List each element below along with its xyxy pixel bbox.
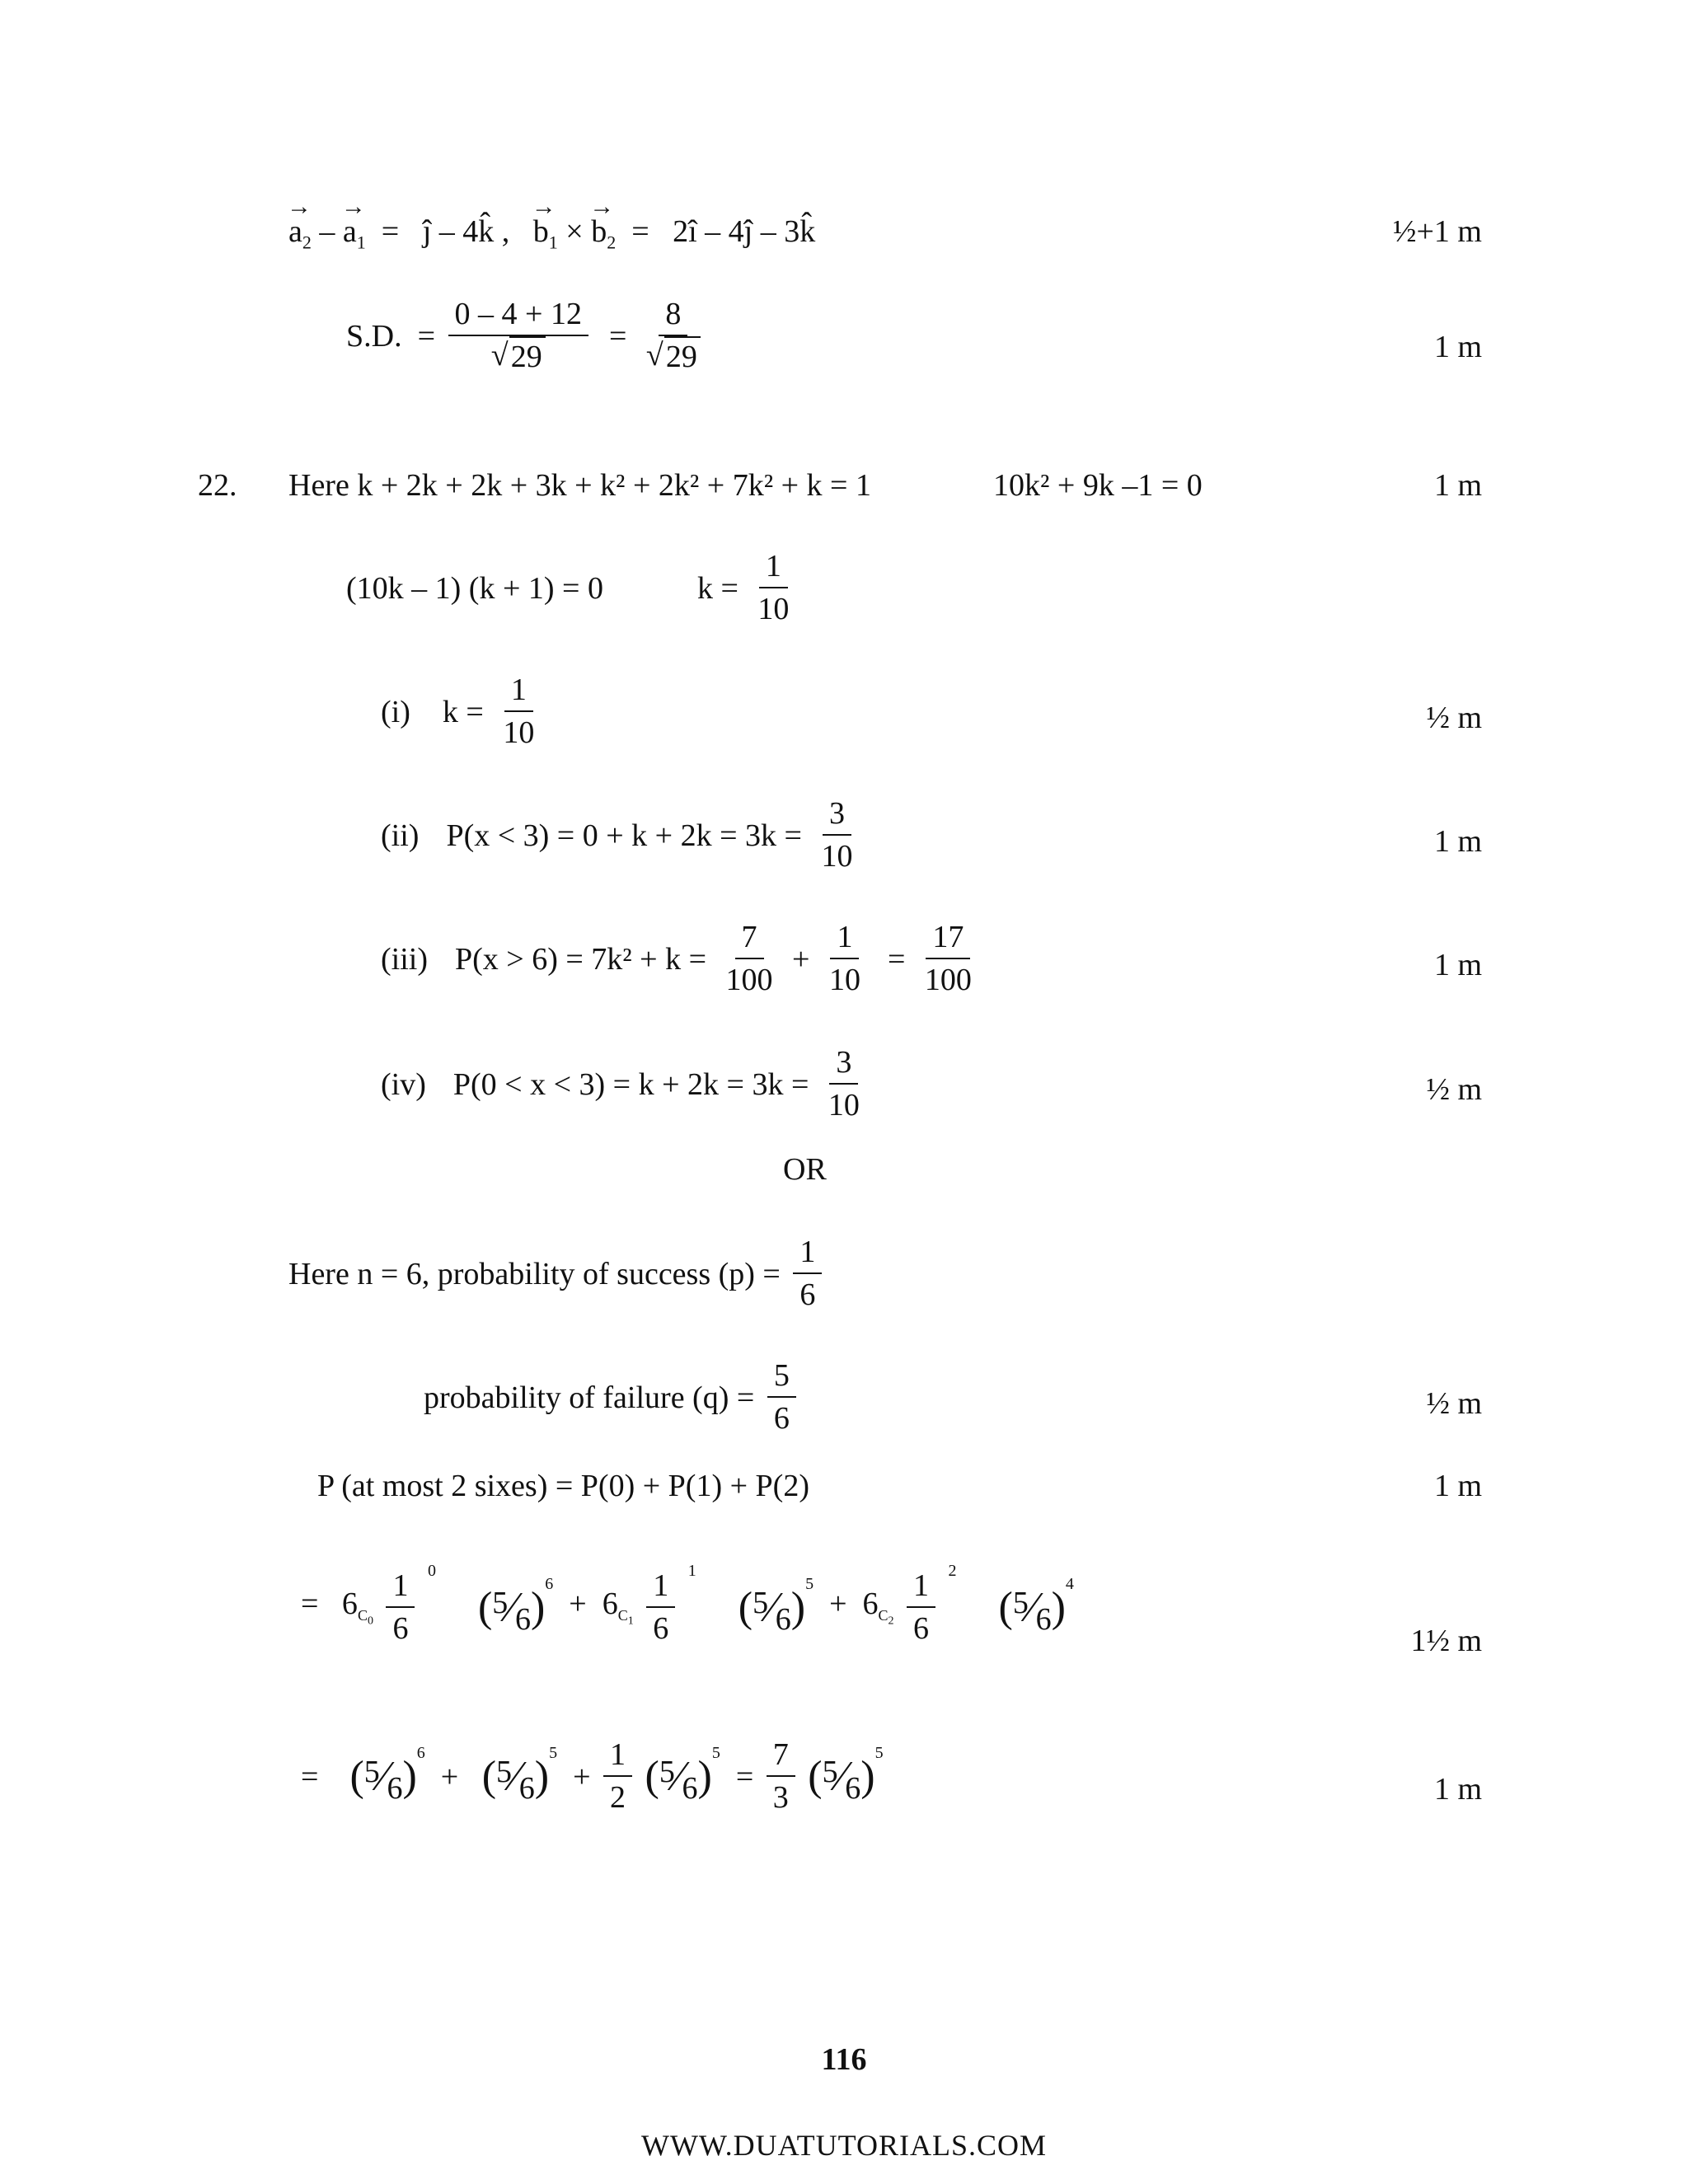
part-iii-fraction-3: $\frac{17}{100}$ bbox=[924, 920, 972, 997]
vector-difference-line: → $a_2$ – → $a_1$ = ĵ – 4k̂ , → $b_1$ × → $b_2$ = 2î – 4ĵ – 3k̂ bbox=[288, 216, 815, 252]
part-i: (i) k = $\frac{1}{10}$ bbox=[381, 674, 546, 750]
sd-fraction-2: 8 √ 29 bbox=[640, 298, 707, 374]
mark-q-line: ½ m bbox=[1426, 1386, 1482, 1421]
question-number: 22. bbox=[198, 468, 237, 503]
part-iii-fraction-2: $\frac{1}{10}$ bbox=[828, 920, 860, 997]
q22-sum-equation: Here k + 2k + 2k + 3k + k² + 2k² + 7k² + k = 1 bbox=[288, 468, 871, 503]
a-difference-result: ĵ – 4k̂ bbox=[422, 214, 495, 249]
vector-a2: → $a_2$ bbox=[288, 216, 312, 252]
footer-website[interactable]: WWW.DUATUTORIALS.COM bbox=[641, 2129, 1047, 2162]
part-ii-fraction: $\frac{3}{10}$ bbox=[821, 796, 853, 874]
vector-a1: → $a_1$ bbox=[343, 216, 366, 252]
part-iii-fraction-1: $\frac{7}{100}$ bbox=[725, 920, 773, 997]
q22-factor-line bbox=[346, 551, 800, 626]
part-i-fraction: $\frac{1}{10}$ bbox=[503, 673, 535, 750]
or-divider: OR bbox=[783, 1152, 827, 1187]
page-number: 116 bbox=[821, 2042, 867, 2077]
sd-label: S.D. bbox=[346, 318, 402, 354]
mark-vector-line: ½+1 m bbox=[1393, 214, 1482, 249]
alt-q-line: probability of failure (q) = $\frac{5}{6}$ bbox=[424, 1360, 801, 1436]
p-fraction: $\frac{1}{6}$ bbox=[793, 1236, 822, 1312]
binomial-expansion: = $6_{C_0}$ $\frac{1}{6}$ $^0$ (5⁄6)$^6$ + $6_{C_1}$ $\frac{1}{6}$ $^1$ (5⁄6)$^5$ + $6_{C_2}$ $\frac{1}{6}$ $^2$ (5⁄6)$^4$ bbox=[301, 1561, 1074, 1646]
vector-b2: → $b_2$ bbox=[591, 216, 616, 252]
mark-part-iv: ½ m bbox=[1426, 1072, 1482, 1107]
alt-n-line: Here n = 6, probability of success (p) = $\frac{1}{6}$ bbox=[288, 1236, 827, 1312]
cross-product-result: 2î – 4ĵ – 3k̂ bbox=[673, 214, 816, 249]
q22-factor: (10k – 1) (k + 1) = 0 bbox=[346, 570, 603, 606]
sd-fraction-1: 0 – 4 + 12 √ 29 bbox=[448, 298, 588, 374]
mark-at-most: 1 m bbox=[1433, 1469, 1482, 1503]
final-simplification: = (5⁄6)$^6$ + (5⁄6)$^5$ + $\frac{1}{2}$ (5⁄6)$^5$ = $\frac{7}{3}$ (5⁄6)$^5$ bbox=[301, 1737, 884, 1815]
q22-k-label: k = bbox=[696, 570, 738, 606]
mark-final: 1 m bbox=[1433, 1772, 1482, 1807]
q22-quadratic: 10k² + 9k –1 = 0 bbox=[993, 468, 1203, 503]
mark-part-i: ½ m bbox=[1426, 701, 1482, 735]
at-most-line: P (at most 2 sixes) = P(0) + P(1) + P(2) bbox=[317, 1469, 809, 1503]
part-iii: (iii) P(x > 6) = 7k² + k = $\frac{7}{100}$ + $\frac{1}{10}$ = $\frac{17}{100}$ bbox=[381, 921, 983, 997]
mark-part-ii: 1 m bbox=[1433, 824, 1482, 859]
q-fraction: $\frac{5}{6}$ bbox=[767, 1360, 796, 1436]
q22-k-fraction: $\frac{1}{10}$ bbox=[757, 549, 790, 626]
part-iv: (iv) P(0 < x < 3) = k + 2k = 3k = $\frac{3}{10}$ bbox=[381, 1047, 871, 1122]
mark-q22-line: 1 m bbox=[1433, 468, 1482, 503]
mark-sd-line: 1 m bbox=[1433, 330, 1482, 364]
part-iv-fraction: $\frac{3}{10}$ bbox=[828, 1045, 860, 1122]
vector-b1: → $b_1$ bbox=[533, 216, 558, 252]
part-ii: (ii) P(x < 3) = 0 + k + 2k = 3k = $\frac{3}{10}$ bbox=[381, 798, 864, 874]
mark-binomial: 1½ m bbox=[1410, 1624, 1482, 1658]
mark-part-iii: 1 m bbox=[1433, 948, 1482, 982]
shortest-distance-line: S.D. = 0 – 4 + 12 √ 29 = 8 √ 29 bbox=[346, 298, 712, 374]
